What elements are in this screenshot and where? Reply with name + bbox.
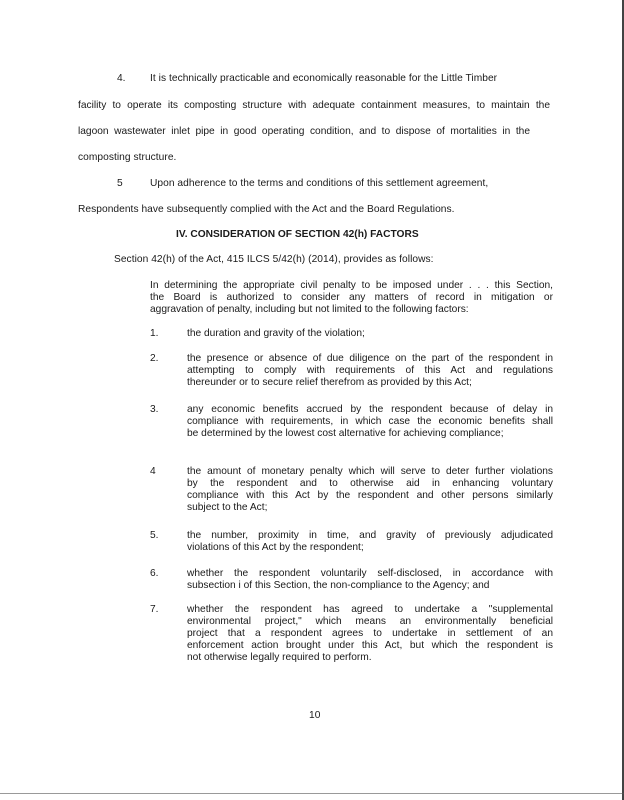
factor-7-line-4: enforcement action brought under this Act, but which the respondent is: [187, 640, 553, 651]
factor-2-number: 2.: [150, 353, 159, 364]
quote-line-3: aggravation of penalty, including but not limited to the following factors:: [150, 304, 469, 315]
factor-3-number: 3.: [150, 404, 159, 415]
factor-2-line-3: thereunder or to secure relief therefrom as provided by this Act;: [187, 377, 472, 388]
factor-4-line-4: subject to the Act;: [187, 502, 268, 513]
factor-3-line-3: be determined by the lowest cost alternative for achieving compliance;: [187, 428, 504, 439]
factor-6-line-1: whether the respondent voluntarily self-disclosed, in accordance with: [187, 568, 553, 579]
factor-4-line-3: compliance with this Act by the respondent and other persons similarly: [187, 490, 553, 501]
factor-4-number: 4: [150, 466, 156, 477]
factor-7-number: 7.: [150, 604, 159, 615]
factor-6-number: 6.: [150, 568, 159, 579]
factor-6-line-2: subsection i of this Section, the non-compliance to the Agency; and: [187, 580, 490, 591]
scan-edge-bottom: [0, 793, 624, 794]
section-intro: Section 42(h) of the Act, 415 ILCS 5/42(h) (2014), provides as follows:: [114, 254, 434, 265]
factor-4-line-1: the amount of monetary penalty which will serve to deter further violations: [187, 466, 553, 477]
paragraph-4-line-2: facility to operate its composting structure with adequate containment measures, to maintain the: [78, 100, 550, 111]
section-heading: IV. CONSIDERATION OF SECTION 42(h) FACTORS: [176, 229, 419, 240]
factor-2-line-2: attempting to comply with requirements of this Act and regulations: [187, 365, 553, 376]
factor-7-line-5: not otherwise legally required to perform.: [187, 652, 372, 663]
factor-2-line-1: the presence or absence of due diligence on the part of the respondent in: [187, 353, 553, 364]
factor-5-line-1: the number, proximity in time, and gravity of previously adjudicated: [187, 530, 553, 541]
factor-7-line-2: environmental project," which means an environmentally beneficial: [187, 616, 553, 627]
factor-1-number: 1.: [150, 328, 159, 339]
page-number: 10: [309, 710, 321, 721]
paragraph-4-number: 4.: [117, 73, 126, 84]
paragraph-4-line-4: composting structure.: [78, 152, 177, 163]
factor-1-line-1: the duration and gravity of the violation;: [187, 328, 365, 339]
factor-7-line-1: whether the respondent has agreed to undertake a "supplemental: [187, 604, 553, 615]
quote-line-1: In determining the appropriate civil penalty to be imposed under . . . this Section,: [150, 280, 553, 291]
paragraph-5-line-1: Upon adherence to the terms and conditions of this settlement agreement,: [150, 178, 489, 189]
factor-5-line-2: violations of this Act by the respondent;: [187, 542, 364, 553]
paragraph-5-line-2: Respondents have subsequently complied with the Act and the Board Regulations.: [78, 204, 455, 215]
factor-5-number: 5.: [150, 530, 159, 541]
factor-7-line-3: project that a respondent agrees to undertake in settlement of an: [187, 628, 553, 639]
factor-3-line-1: any economic benefits accrued by the respondent because of delay in: [187, 404, 553, 415]
factor-4-line-2: by the respondent and to otherwise aid in enhancing voluntary: [187, 478, 553, 489]
paragraph-5-number: 5: [117, 178, 123, 189]
paragraph-4-line-3: lagoon wastewater inlet pipe in good operating condition, and to dispose of mortalities in the: [78, 126, 530, 137]
quote-line-2: the Board is authorized to consider any matters of record in mitigation or: [150, 292, 553, 303]
paragraph-4-line-1: It is technically practicable and economically reasonable for the Little Timber: [150, 73, 498, 84]
factor-3-line-2: compliance with requirements, in which case the economic benefits shall: [187, 416, 553, 427]
